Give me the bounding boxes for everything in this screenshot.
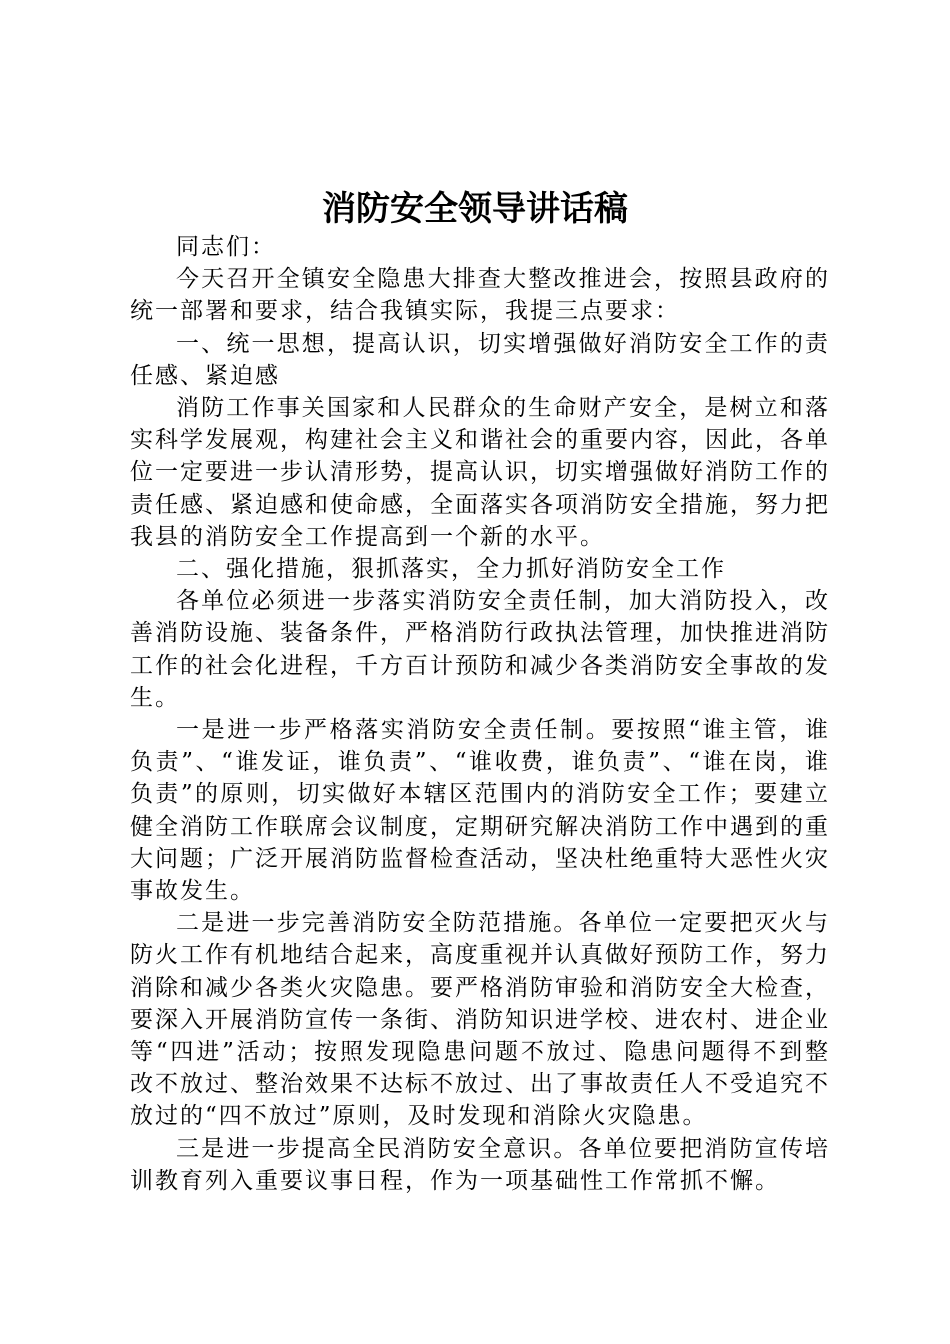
document-title: 消防安全领导讲话稿 (322, 189, 628, 229)
body-paragraph: 三是进一步提高全民消防安全意识。各单位要把消防宣传培训教育列入重要议事日程，作为一项基础性工作常抓不懈。 (130, 1135, 830, 1194)
salutation-paragraph: 同志们： (176, 234, 276, 260)
body-paragraph: 二是进一步完善消防安全防范措施。各单位一定要把灭火与防火工作有机地结合起来，高度重视并认真做好预防工作，努力消除和减少各类火灾隐患。要严格消防审验和消防安全大检查，要深入开展消防宣传一条街、消防知识进学校、进农村、进企业等“四进”活动；按照发现隐患问题不放过、隐患问题得不到整改不放过、整治效果不达标不放过、出了事故责任人不受追究不放过的“四不放过”原则，及时发现和消除火灾隐患。 (130, 910, 830, 1130)
section-heading-1: 一、统一思想，提高认识，切实增强做好消防安全工作的责任感、紧迫感 (130, 330, 830, 389)
document-body (130, 231, 830, 1197)
body-paragraph: 消防工作事关国家和人民群众的生命财产安全，是树立和落实科学发展观，构建社会主义和谐社会的重要内容，因此，各单位一定要进一步认清形势，提高认识，切实增强做好消防工作的责任感、紧迫感和使命感，全面落实各项消防安全措施，努力把我县的消防安全工作提高到一个新的水平。 (130, 395, 830, 550)
body-paragraph: 各单位必须进一步落实消防安全责任制，加大消防投入，改善消防设施、装备条件，严格消防行政执法管理，加快推进消防工作的社会化进程，千方百计预防和减少各类消防安全事故的发生。 (130, 588, 830, 711)
body-paragraph: 一是进一步严格落实消防安全责任制。要按照“谁主管，谁负责”、“谁发证，谁负责”、“谁收费，谁负责”、“谁在岗，谁负责”的原则，切实做好本辖区范围内的消防安全工作；要建立健全消防工作联席会议制度，定期研究解决消防工作中遇到的重大问题；广泛开展消防监督检查活动，坚决杜绝重特大恶性火灾事故发生。 (130, 717, 830, 905)
section-heading-2: 二、强化措施，狠抓落实，全力抓好消防安全工作 (176, 556, 726, 583)
intro-paragraph: 今天召开全镇安全隐患大排查大整改推进会，按照县政府的统一部署和要求，结合我镇实际，我提三点要求： (130, 266, 830, 325)
